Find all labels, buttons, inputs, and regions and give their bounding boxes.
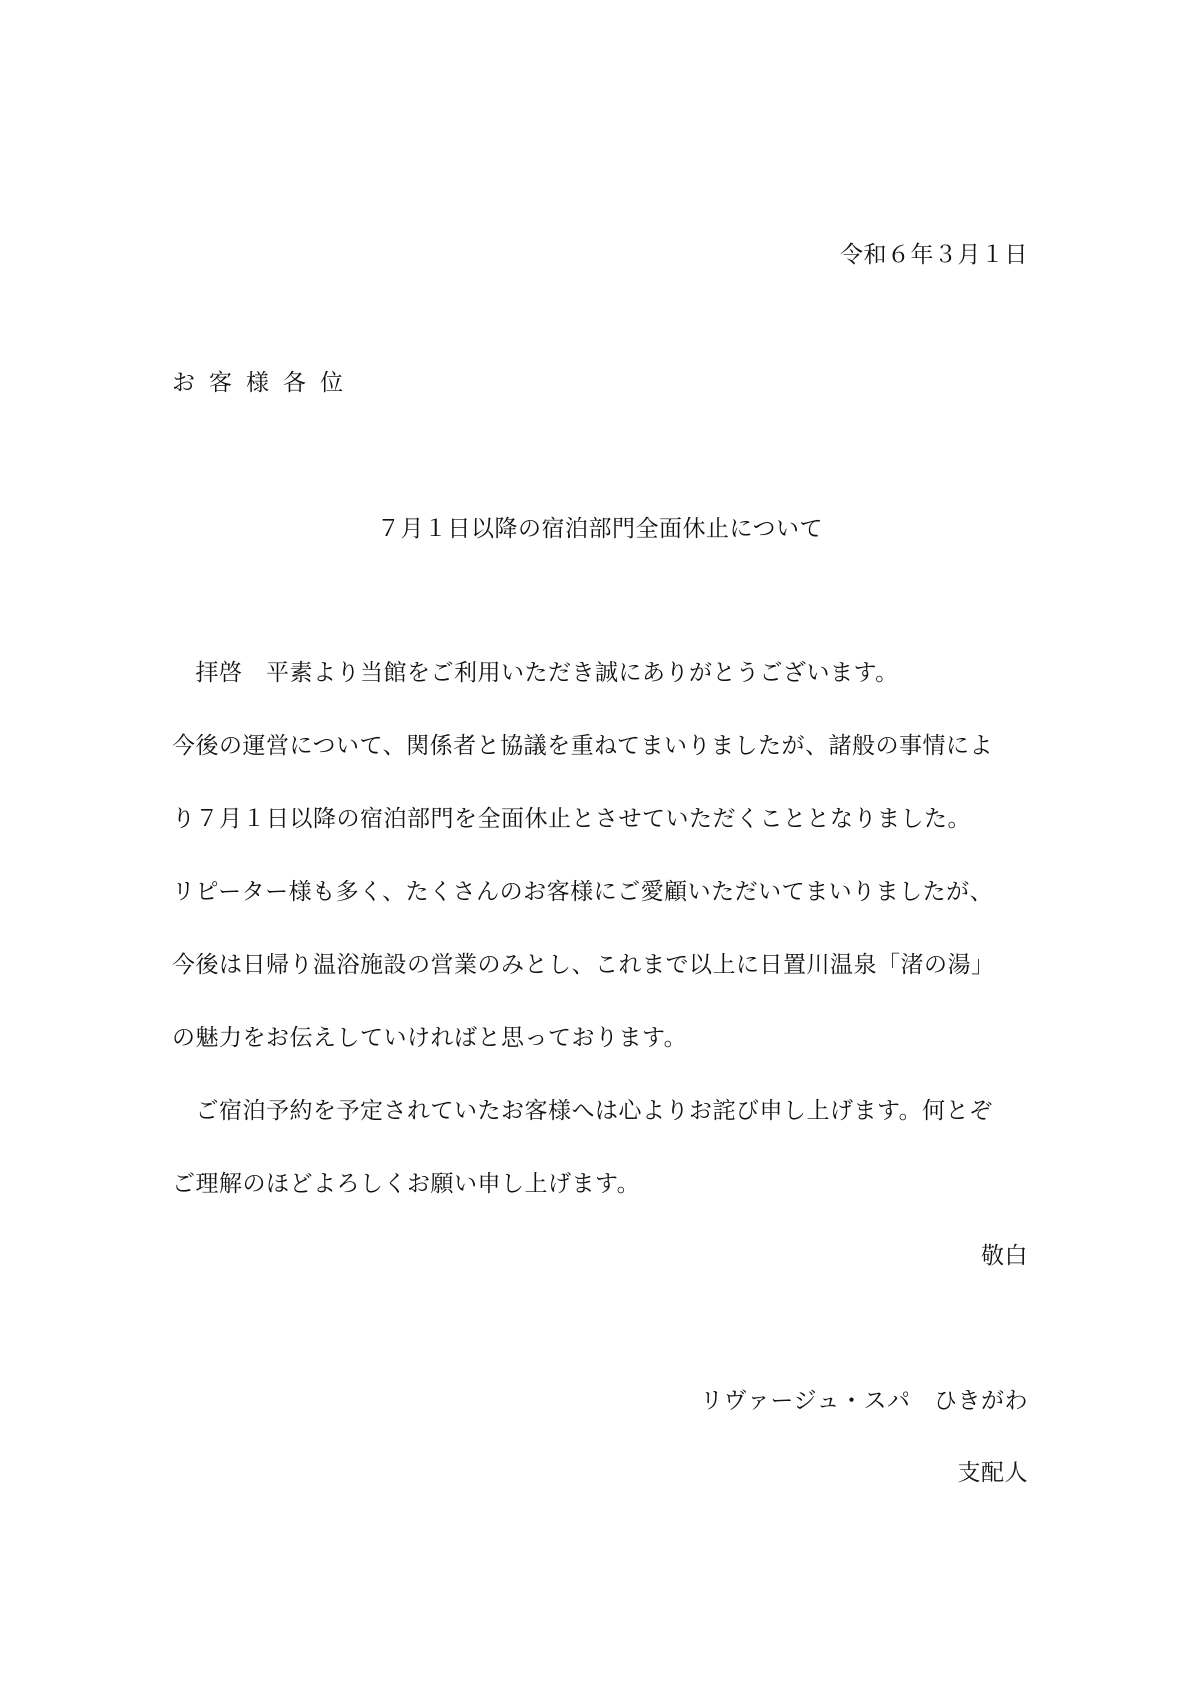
sender-organization: リヴァージュ・スパ ひきがわ bbox=[700, 1388, 1028, 1414]
body-line: リピーター様も多く、たくさんのお客様にご愛顧いただいてまいりましたが、 bbox=[172, 879, 994, 905]
body-line: 今後は日帰り温浴施設の営業のみとし、これまで以上に日置川温泉「渚の湯」 bbox=[172, 952, 995, 978]
letter-date: 令和６年３月１日 bbox=[840, 242, 1028, 268]
body-line: ご宿泊予約を予定されていたお客様へは心よりお詫び申し上げます。何とぞ bbox=[172, 1098, 993, 1124]
letter-title: ７月１日以降の宿泊部門全面休止について bbox=[376, 516, 824, 542]
closing-salutation: 敬白 bbox=[981, 1243, 1028, 1269]
body-line: 拝啓 平素より当館をご利用いただき誠にありがとうございます。 bbox=[172, 660, 899, 686]
body-line: 今後の運営について、関係者と協議を重ねてまいりましたが、諸般の事情によ bbox=[172, 733, 994, 759]
body-line: ご理解のほどよろしくお願い申し上げます。 bbox=[172, 1171, 641, 1197]
addressee: お客様各位 bbox=[172, 370, 357, 396]
body-line: の魅力をお伝えしていければと思っております。 bbox=[172, 1025, 688, 1051]
body-line: り７月１日以降の宿泊部門を全面休止とさせていただくこととなりました。 bbox=[172, 806, 971, 832]
sender-role: 支配人 bbox=[957, 1460, 1028, 1486]
